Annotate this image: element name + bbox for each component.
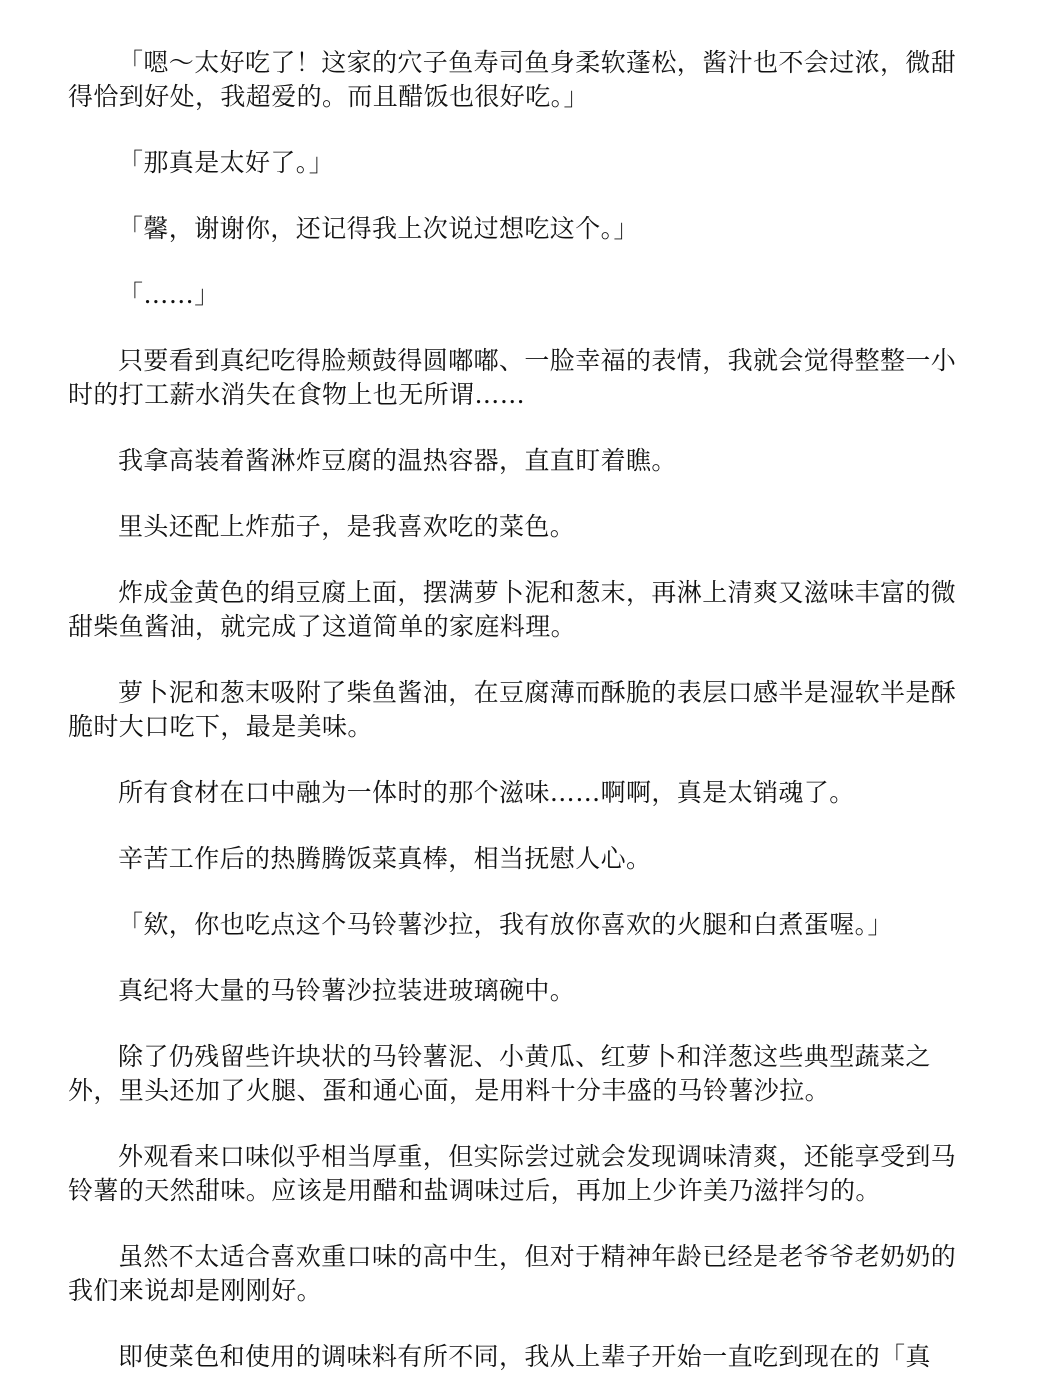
paragraph: 除了仍残留些许块状的马铃薯泥、小黄瓜、红萝卜和洋葱这些典型蔬菜之外，里头还加了火腿、蛋和通心面，是用料十分丰盛的马铃薯沙拉。: [68, 1042, 931, 1105]
text-page: [68, 46, 976, 1374]
paragraph: 外观看来口味似乎相当厚重，但实际尝过就会发现调味清爽，还能享受到马铃薯的天然甜味。应该是用醋和盐调味过后，再加上少许美乃滋拌匀的。: [68, 1142, 957, 1205]
paragraph: 即使菜色和使用的调味料有所不同，我从上辈子开始一直吃到现在的「真: [118, 1342, 931, 1371]
paragraph: 辛苦工作后的热腾腾饭菜真棒，相当抚慰人心。: [118, 844, 652, 873]
paragraph: 「馨，谢谢你，还记得我上次说过想吃这个。」: [118, 214, 639, 243]
paragraph: 只要看到真纪吃得脸颊鼓得圆嘟嘟、一脸幸福的表情，我就会觉得整整一小时的打工薪水消失在食物上也无所谓……: [68, 346, 957, 409]
paragraph: 里头还配上炸茄子，是我喜欢吃的菜色。: [118, 512, 576, 541]
paragraph: 真纪将大量的马铃薯沙拉装进玻璃碗中。: [118, 976, 576, 1005]
paragraph: 「那真是太好了。」: [118, 148, 335, 177]
paragraph: 我拿高装着酱淋炸豆腐的温热容器，直直盯着瞧。: [118, 446, 677, 475]
paragraph: 「欸，你也吃点这个马铃薯沙拉，我有放你喜欢的火腿和白煮蛋喔。」: [118, 910, 893, 939]
paragraph: 「嗯～太好吃了！这家的穴子鱼寿司鱼身柔软蓬松，酱汁也不会过浓，微甜得恰到好处，我超爱的。而且醋饭也很好吃。」: [68, 48, 957, 111]
paragraph: 萝卜泥和葱末吸附了柴鱼酱油，在豆腐薄而酥脆的表层口感半是湿软半是酥脆时大口吃下，最是美味。: [68, 678, 957, 741]
paragraph: 所有食材在口中融为一体时的那个滋味……啊啊，真是太销魂了。: [118, 778, 855, 807]
paragraph: 「……」: [118, 280, 220, 309]
paragraph: 炸成金黄色的绢豆腐上面，摆满萝卜泥和葱末，再淋上清爽又滋味丰富的微甜柴鱼酱油，就完成了这道简单的家庭料理。: [68, 578, 957, 641]
paragraph: 虽然不太适合喜欢重口味的高中生，但对于精神年龄已经是老爷爷老奶奶的我们来说却是刚刚好。: [68, 1242, 957, 1305]
